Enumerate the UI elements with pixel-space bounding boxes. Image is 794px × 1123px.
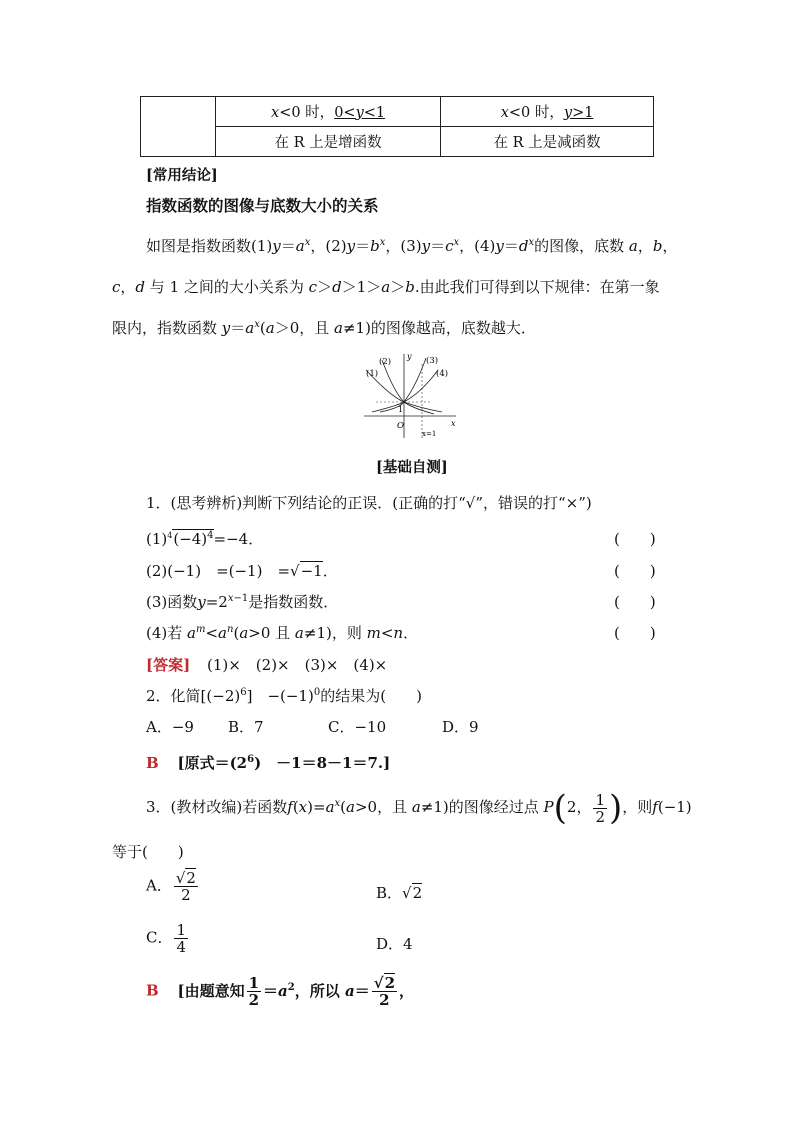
q1-item-3: (3)函数$y=2^{x-1}$是指数函数．: [146, 593, 339, 611]
answer-tag: [答案]: [146, 656, 191, 674]
section-tag-common: [常用结论]: [146, 167, 218, 184]
q2-solution: [146, 752, 390, 773]
table-cell-r1c2: x<0 时，0<y<1: [216, 97, 441, 127]
x-axis-label: x: [451, 419, 456, 428]
q2-option-c: C．−10: [328, 718, 387, 736]
answer-text: (1)× (2)× (3)× (4)×: [206, 656, 388, 674]
q2-answer-letter: B: [146, 754, 159, 772]
q3-solution: [146, 975, 414, 1008]
section-title: 指数函数的图像与底数大小的关系: [146, 196, 379, 215]
q2-explanation: [原式$=(2^6)$ －1＝8－1＝7.]: [177, 754, 391, 772]
q3-option-a: A． $\frac{√2}{2}$: [146, 869, 196, 904]
q1-intro: 1．(思考辨析)判断下列结论的正误．(正确的打“√”，错误的打“×”): [146, 494, 592, 512]
common-paragraph-line3: 限内，指数函数 $y=a^x(a>0$，且 a≠1)的图像越高，底数越大．: [112, 319, 536, 337]
table-cell-r2c3: 在 R 上是减函数: [441, 127, 654, 157]
q3-stem-line2: 等于( ): [112, 843, 184, 861]
label-4: (4): [436, 369, 449, 379]
q2-option-a: A．−9: [146, 718, 194, 736]
properties-table: [140, 96, 654, 157]
q3-option-b: B．√2: [376, 884, 423, 902]
q3-stem-line1: 3．(教材改编)若函数$f(x)=a^x(a>0$，且 a≠1)的图像经过点 P(2， $\frac{1}{2}$ )，则f(−1): [146, 788, 692, 828]
q2-stem: 2．化简$[(-2)^6]$ $-(-1)^0$的结果为( ): [146, 687, 422, 705]
label-2: (2): [379, 357, 392, 367]
section-tag-selftest: [基础自测]: [376, 459, 448, 476]
q1-blank-4: ( ): [614, 624, 656, 642]
q3-explanation: [由题意知 $\frac{1}{2}$ $=a^2$，所以 a＝ $\frac{√2}{2}$ ，: [177, 974, 415, 1009]
q1-blank-2: ( ): [614, 562, 656, 580]
q2-option-b: B．7: [228, 718, 264, 736]
label-3: (3): [426, 356, 439, 366]
q1-item-2: (2)(−1) =(−1) =√−1．: [146, 562, 338, 580]
curve-4: [372, 370, 438, 412]
one-label: 1: [398, 405, 404, 414]
exponential-graph-figure: [360, 350, 460, 442]
q1-item-1: $(1)^4(-4)^4=-4$．: [146, 530, 264, 548]
curve-2: [382, 360, 434, 414]
origin-label: O: [397, 421, 404, 431]
common-paragraph-line1: 如图是指数函数$(1)y=a^x$，$(2)y=b^x$，$(3)y=c^x$，$(4)y=d^x$的图像，底数 a，b，: [146, 237, 678, 255]
q1-item-4: (4)若 $a^m<a^n(a>0$ 且 a≠1)，则 m<n．: [146, 624, 419, 642]
table-cell-r2c2: 在 R 上是增函数: [216, 127, 441, 157]
q2-option-d: D．9: [442, 718, 479, 736]
q3-option-d: D．4: [376, 935, 413, 953]
q1-answer: [146, 654, 387, 675]
table-cell-r1c3: x<0 时，y>1: [441, 97, 654, 127]
q1-blank-3: ( ): [614, 593, 656, 611]
label-1: (1): [366, 369, 379, 379]
q1-blank-1: ( ): [614, 530, 656, 548]
q3-answer-letter: B: [146, 981, 159, 1000]
x-equals-1-label: x=1: [422, 430, 437, 438]
y-axis-label: y: [407, 352, 412, 361]
q3-option-c: C． $\frac{1}{4}$: [146, 921, 187, 956]
common-paragraph-line2: c，d 与 1 之间的大小关系为 c＞d＞1＞a＞b.由此我们可得到以下规律：在第一象: [112, 278, 660, 296]
table-empty-cell: [141, 97, 216, 157]
